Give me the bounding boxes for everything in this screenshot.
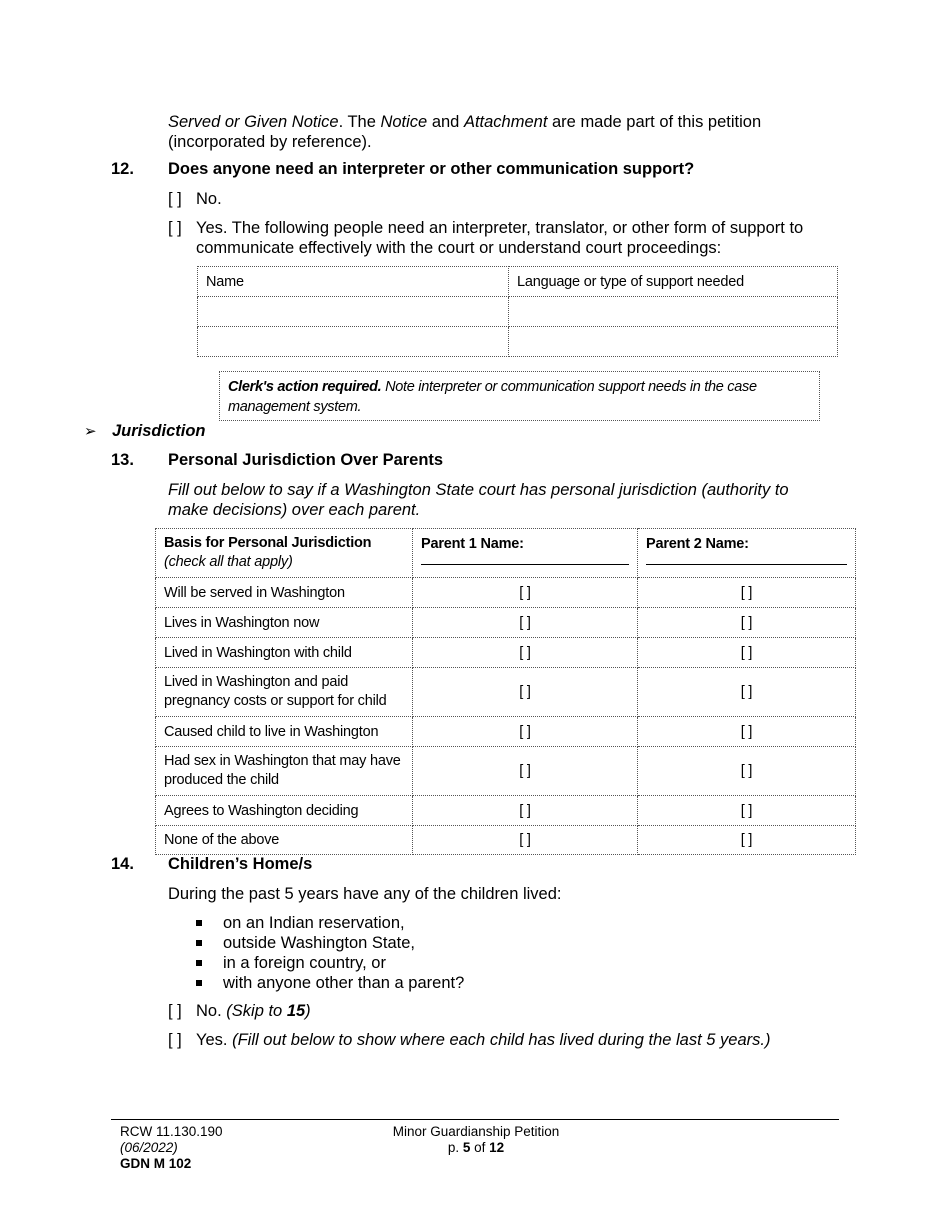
basis-label-cell	[156, 747, 413, 796]
q13-instructions-2: make decisions) over each parent.	[168, 501, 421, 519]
list-item	[196, 933, 415, 953]
q12-title: Does anyone need an interpreter or other communication support?	[168, 160, 695, 178]
q12-yes-label: Yes. The following people need an interpreter, translator, or other form of support to	[196, 219, 804, 237]
table-row	[156, 796, 856, 826]
q14-yes-checkbox[interactable]: [ ]	[168, 1031, 182, 1049]
parent1-checkbox[interactable]: [ ]	[413, 668, 638, 717]
parent2-checkbox[interactable]: [ ]	[638, 747, 856, 796]
basis-label: Agrees to Washington deciding	[156, 796, 413, 826]
interpreter-language-cell[interactable]	[509, 297, 838, 327]
table-row	[156, 578, 856, 608]
intro-attachment-word: Attachment	[463, 113, 548, 131]
square-bullet-icon	[196, 980, 202, 986]
header-parent1: Parent 1 Name:	[421, 536, 524, 552]
footer-date: (06/2022)	[120, 1140, 178, 1155]
q14-yes-option[interactable]	[168, 1030, 770, 1050]
basis-label: Lived in Washington and paid	[164, 674, 349, 690]
basis-label-cont: pregnancy costs or support for child	[164, 693, 387, 709]
list-item-text: on an Indian reservation,	[223, 914, 405, 932]
list-item	[196, 973, 464, 993]
arrow-bullet-icon: ➢	[84, 423, 97, 440]
q14-yes-label: Yes.	[196, 1031, 228, 1049]
parent2-checkbox[interactable]: [ ]	[638, 638, 856, 668]
parent1-checkbox[interactable]: [ ]	[413, 638, 638, 668]
q12-yes-checkbox[interactable]: [ ]	[168, 219, 182, 237]
skip-target: 15	[286, 1002, 306, 1020]
q12-no-checkbox[interactable]: [ ]	[168, 190, 182, 208]
q12-no-label: No.	[196, 190, 222, 208]
parent2-checkbox[interactable]: [ ]	[638, 578, 856, 608]
header-parent2: Parent 2 Name:	[646, 536, 749, 552]
q14-no-label: No.	[196, 1002, 222, 1020]
q14-no-option[interactable]	[168, 1001, 311, 1021]
parent1-checkbox[interactable]: [ ]	[413, 796, 638, 826]
parent2-checkbox[interactable]: [ ]	[638, 826, 856, 855]
square-bullet-icon	[196, 920, 202, 926]
jurisdiction-table	[155, 528, 856, 855]
page-prefix: p.	[447, 1140, 463, 1155]
q14-number: 14.	[111, 855, 134, 873]
q14-no-checkbox[interactable]: [ ]	[168, 1002, 182, 1020]
parent2-name-field[interactable]	[646, 554, 847, 565]
page-of: of	[470, 1140, 490, 1155]
footer-title: Minor Guardianship Petition	[392, 1124, 560, 1139]
q13-title: Personal Jurisdiction Over Parents	[168, 451, 444, 469]
basis-label-cont: produced the child	[164, 772, 279, 788]
interpreter-table	[197, 266, 838, 357]
list-item-text: outside Washington State,	[223, 934, 416, 952]
interpreter-name-cell[interactable]	[198, 327, 509, 357]
intro-notice-word: Notice	[380, 113, 428, 131]
clerk-note-text-2: management system.	[228, 399, 362, 415]
interpreter-header-language: Language or type of support needed	[509, 267, 838, 297]
interpreter-name-cell[interactable]	[198, 297, 509, 327]
footer-form-number: GDN M 102	[120, 1156, 192, 1171]
header-parent2-cell	[638, 529, 856, 578]
q14-intro: During the past 5 years have any of the children lived:	[168, 885, 562, 903]
basis-label: Lives in Washington now	[156, 608, 413, 638]
intro-text: . The	[338, 113, 381, 131]
interpreter-language-cell[interactable]	[509, 327, 838, 357]
page-total: 12	[489, 1140, 505, 1155]
header-basis-cell	[156, 529, 413, 578]
skip-text-end: )	[305, 1002, 311, 1020]
table-row	[156, 717, 856, 747]
list-item-text: in a foreign country, or	[223, 954, 386, 972]
intro-line-1	[168, 112, 761, 132]
q12-no-option[interactable]	[168, 189, 222, 209]
footer-divider	[111, 1119, 839, 1120]
intro-text: are made part of this petition	[547, 113, 762, 131]
parent1-checkbox[interactable]: [ ]	[413, 826, 638, 855]
clerk-note-bold: Clerk's action required.	[228, 379, 382, 395]
basis-label: Will be served in Washington	[156, 578, 413, 608]
list-item-text: with anyone other than a parent?	[223, 974, 465, 992]
square-bullet-icon	[196, 960, 202, 966]
q14-yes-note: (Fill out below to show where each child has lived during the last 5 years.)	[232, 1031, 771, 1049]
intro-text: and	[427, 113, 464, 131]
list-item	[196, 913, 405, 933]
footer-rcw: RCW 11.130.190	[120, 1124, 223, 1139]
parent2-checkbox[interactable]: [ ]	[638, 717, 856, 747]
basis-label: None of the above	[156, 826, 413, 855]
table-row	[156, 668, 856, 717]
parent1-checkbox[interactable]: [ ]	[413, 578, 638, 608]
header-basis-sub: (check all that apply)	[164, 554, 293, 570]
basis-label: Caused child to live in Washington	[156, 717, 413, 747]
parent2-checkbox[interactable]: [ ]	[638, 608, 856, 638]
parent2-checkbox[interactable]: [ ]	[638, 668, 856, 717]
basis-label: Had sex in Washington that may have	[164, 753, 401, 769]
table-row	[156, 826, 856, 855]
interpreter-header-name: Name	[198, 267, 509, 297]
q12-yes-option[interactable]	[168, 218, 803, 238]
table-row	[156, 747, 856, 796]
q12-number: 12.	[111, 160, 134, 178]
clerk-note-text: Note interpreter or communication support needs in the case	[381, 379, 757, 395]
q14-skip-note	[226, 1002, 310, 1020]
parent1-checkbox[interactable]: [ ]	[413, 717, 638, 747]
parent1-checkbox[interactable]: [ ]	[413, 747, 638, 796]
clerk-note-box	[219, 371, 820, 421]
basis-label-cell	[156, 668, 413, 717]
q12-yes-label-cont: communicate effectively with the court or understand court proceedings:	[196, 239, 722, 257]
skip-text: (Skip to	[226, 1002, 287, 1020]
table-row	[156, 638, 856, 668]
intro-line-2: (incorporated by reference).	[168, 133, 372, 151]
basis-label: Lived in Washington with child	[156, 638, 413, 668]
footer-page	[376, 1140, 576, 1156]
q14-title: Children’s Home/s	[168, 855, 313, 873]
parent1-checkbox[interactable]: [ ]	[413, 608, 638, 638]
header-basis: Basis for Personal Jurisdiction	[164, 535, 372, 551]
q13-instructions-1: Fill out below to say if a Washington State court has personal jurisdiction (authority to	[168, 481, 789, 499]
square-bullet-icon	[196, 940, 202, 946]
list-item	[196, 953, 386, 973]
jurisdiction-heading: Jurisdiction	[112, 422, 206, 440]
parent1-name-field[interactable]	[421, 554, 629, 565]
intro-notice-ref: Served or Given Notice	[168, 113, 339, 131]
q13-number: 13.	[111, 451, 134, 469]
parent2-checkbox[interactable]: [ ]	[638, 796, 856, 826]
header-parent1-cell	[413, 529, 638, 578]
table-row	[156, 608, 856, 638]
page-number: 5	[462, 1140, 471, 1155]
